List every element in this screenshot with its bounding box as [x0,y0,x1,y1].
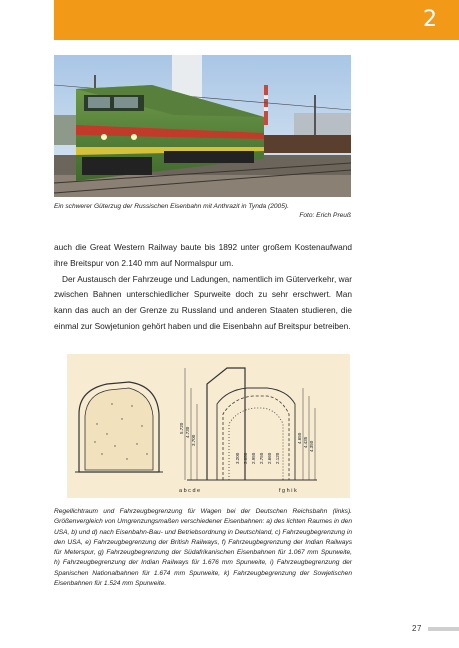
dimension-label: 4.730 [185,426,190,438]
dimension-label: 3.050 [243,452,248,464]
page-number-bar [428,627,459,631]
loading-gauge-figure [67,354,350,498]
page-number: 27 [412,624,422,633]
dimension-label: 2.750 [259,452,264,464]
chapter-number: 2 [423,7,437,32]
photo-credit: Foto: Erich Preuß [299,212,351,220]
dimension-label: 3.700 [191,434,196,446]
figure-caption: Regellichtraum und Fahrzeugbegrenzung für Wagen bei der Deutschen Reichsbahn (links). Größenvergleich von Umgrenzungsmaßen verschiedener Eisenbahnen: a) des lichten Raumes in den USA, b) und d) nach Eisenbahn-Bau- und Betriebsordnung in Deutschland, c) Fahrzeugbegrenzung in den USA, e) Fahrzeugbegrenzung der British Railways, f) Fahrzeugbegrenzung der Indian Railways für Meterspur, g) Fahrzeugbegrenzung der Südafrikanischen Eisenbahnen für 1.067 mm Spurweite, h) Fahrzeugbegrenzung der Indian Railways für 1.676 mm Spurweite, i) Fahrzeugbegrenzung der Spanischen Nationalbahnen für 1.674 mm Spurweite, k) Fahrzeugbegrenzung der Sowjetischen Eisenbahnen für 1.524 mm Spurweite. [54,508,353,588]
photo-caption [54,202,351,221]
dimension-label: 2.950 [251,452,256,464]
dimension-label: 2.660 [267,452,272,464]
photo-caption-text: Ein schwerer Güterzug der Russischen Eisenbahn mit Anthrazit in Tynda (2005). [54,203,289,210]
figure-labels-left: a b c d e [179,488,201,494]
chapter-header-bar [54,0,459,40]
dimension-label: 5.720 [179,422,184,434]
train-photo [54,55,351,197]
dimension-label: 3.200 [235,452,240,464]
dimension-label: 4.350 [309,440,314,452]
figure-labels-right: f g h i k [279,488,297,494]
dimension-label: 4.435 [303,436,308,448]
dimension-label: 4.650 [297,432,302,444]
paragraph: auch die Great Western Railway baute bis 1892 unter großem Kostenaufwand ihre Breitspur von 2.140 mm auf Normalspur um. [54,242,352,268]
paragraph: Der Austausch der Fahrzeuge und Ladungen, namentlich im Güterverkehr, war zwischen Bahnen unterschiedlicher Spurweite doch zu sehr erschwert. Man kann das auch an der Grenze zu Russland und anderen Staaten studieren, die einmal zur Sowjetunion gehört haben und die Eisenbahn auf Breitspur betreiben. [54,273,352,331]
dimension-label: 2.120 [275,452,280,464]
train-photo-image [54,55,351,197]
loading-gauge-drawing [67,354,350,498]
body-text [54,240,352,335]
